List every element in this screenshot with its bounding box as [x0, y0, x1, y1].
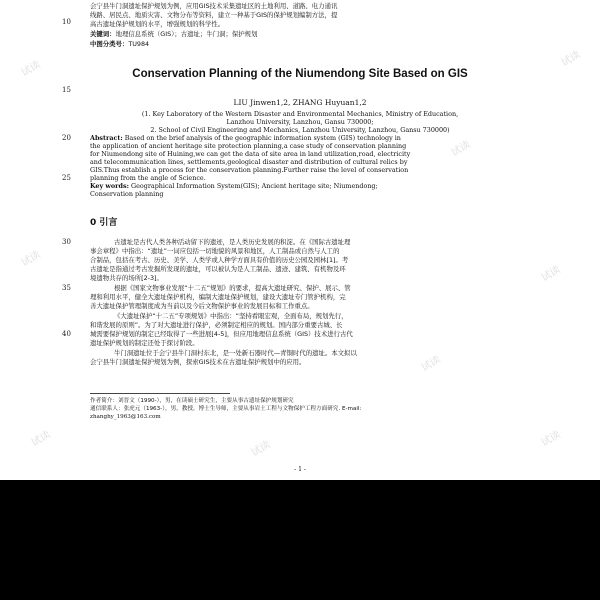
clc-text: TU984 — [128, 40, 150, 48]
footnote-email: zhanghy_1963@163.com — [90, 414, 161, 420]
keywords-en-text: Geographical Information System(GIS); Ancient heritage site; Niumendong; — [131, 182, 378, 190]
footnote-divider — [90, 393, 230, 394]
footnote-line: 作者简介：刘晋文（1990-），男，在读硕士研究生，主要从事古遗址保护规划研究 — [90, 398, 294, 404]
abstract-line: planning from the angle of Science. — [90, 174, 206, 182]
abstract-line: for Niumendong site of Huining,we can get the data of site area in land utilization,road, electricity — [90, 150, 411, 158]
watermark: 试读 — [449, 139, 473, 159]
clc-label: 中图分类号： — [90, 40, 129, 48]
body-line: 境遗物共存的场所[2-3]。 — [90, 274, 163, 282]
watermark: 试读 — [539, 264, 563, 284]
keywords-en-line: Conservation planning — [90, 190, 164, 198]
watermark: 试读 — [419, 354, 443, 374]
watermark: 试读 — [29, 429, 53, 449]
line-number: 35 — [62, 284, 71, 292]
line-number: 20 — [62, 134, 71, 142]
watermark: 试读 — [539, 429, 563, 449]
footnote-line: 通信联系人：张虎元（1963-），男，教授，博士生导师，主要从事岩土工程与文物保护工程方面研究. E-mail: — [90, 406, 362, 412]
line-number: 15 — [62, 86, 71, 94]
body-line: 城需要保护规划的制定已经取得了一些进展[4-5]，但应用地理信息系统（GIS）技术进行古代 — [90, 330, 353, 338]
body-line: 遗址保护规划的制定还处于探讨阶段。 — [90, 339, 199, 347]
keywords-en-label: Key words: — [90, 182, 129, 190]
body-line: 合制品，包括在考古、历史、美学、人类学或人种学方面具有价值的历史公园及园林[1]。考 — [90, 256, 349, 264]
clc-number — [90, 40, 510, 48]
keywords-zh-text: 地理信息系统（GIS）；古遗址；牛门洞；保护规划 — [115, 30, 258, 38]
body-line: 《大遗址保护“十二五”专项规划》中指出：“坚持看眼宏观，全面布局，规划先行， — [114, 312, 348, 320]
abstract-zh-line: 高古遗址保护规划的水平，增强规划的科学性。 — [90, 20, 225, 28]
body-line: 古遗址是指通过考古发掘所发现的遗址，可以被认为是人工制品、遗迹、建筑、有机物及环 — [90, 265, 346, 273]
body-line: 事会章程》中指出：“遗址”一词应包括一切地貌的风景和地区，人工制品或自然与人工的 — [90, 247, 340, 255]
body-line: 和谐发展的原则”。为了对大遗址进行保护，必须制定相应的规划。国内部分重要古城、长 — [90, 321, 343, 329]
authors: LIU Jinwen1,2, ZHANG Huyuan1,2 — [233, 99, 367, 107]
abstract-line: and telecommunication lines, settlements,geological disaster and distribution of cultural relics by — [90, 158, 408, 166]
page-number: - 1 - — [294, 466, 306, 473]
watermark: 试读 — [249, 439, 273, 459]
affiliation-line: 2. School of Civil Engineering and Mechanics, Lanzhou University, Lanzhou, Gansu 730000) — [150, 126, 450, 134]
keywords-zh-label: 关键词： — [90, 30, 116, 38]
keywords-zh — [90, 30, 510, 38]
watermark: 试读 — [559, 49, 583, 69]
body-line: 牛门洞遗址位于会宁县牛门洞村东北，是一处新石器时代—青铜时代的遗址。本文拟以 — [114, 349, 357, 357]
abstract-text: Based on the brief analysis of the geographic information system (GIS) technology in — [124, 134, 401, 142]
line-number: 40 — [62, 330, 71, 338]
abstract-line: the application of ancient heritage site protection planning,a case study of conservation planning — [90, 142, 407, 150]
paper-title: Conservation Planning of the Niumendong Site Based on GIS — [132, 68, 468, 80]
body-line: 善大遗址保护管理制度成为当前以及今后文物保护事业的发展目标和工作重点。 — [90, 302, 314, 310]
watermark: 试读 — [19, 249, 43, 269]
abstract-zh-line: 线路、居民点、地质灾害、文物分布等资料，建立一种基于GIS的保护规划编制方法，提 — [90, 11, 338, 19]
body-line: 理和利用水平，健全大遗址保护机构，编制大遗址保护规划，建设大遗址专门管护机构，完 — [90, 293, 346, 301]
line-number: 10 — [62, 18, 71, 26]
line-number: 30 — [62, 238, 71, 246]
body-line: 会宁县牛门洞遗址保护规划为例，探索GIS技术在古遗址保护规划中的应用。 — [90, 358, 306, 366]
line-number: 25 — [62, 174, 71, 182]
abstract-label: Abstract: — [90, 134, 123, 142]
section-heading: 0 引言 — [90, 218, 118, 228]
body-line: 根据《国家文物事业发展“十二五”规划》的要求，提高大遗址研究、保护、展示、管 — [114, 284, 351, 292]
abstract-line: GIS.Thus establish a process for the conservation planning.Further raise the level of conservation — [90, 166, 409, 174]
abstract-zh-line: 会宁县牛门洞遗址保护规划为例，应用GIS技术采集遗址区的土地利用、道路、电力通讯 — [90, 2, 338, 10]
body-line: 古遗址是古代人类各种活动留下的遗迹，是人类历史发展的积淀。在《国际古遗址理 — [114, 238, 351, 246]
affiliation-line: Lanzhou University, Lanzhou, Gansu 730000; — [226, 118, 374, 126]
watermark: 试读 — [19, 59, 43, 79]
affiliation-line: (1. Key Laboratory of the Western Disaster and Environmental Mechanics, Ministry of Education, — [141, 110, 459, 118]
